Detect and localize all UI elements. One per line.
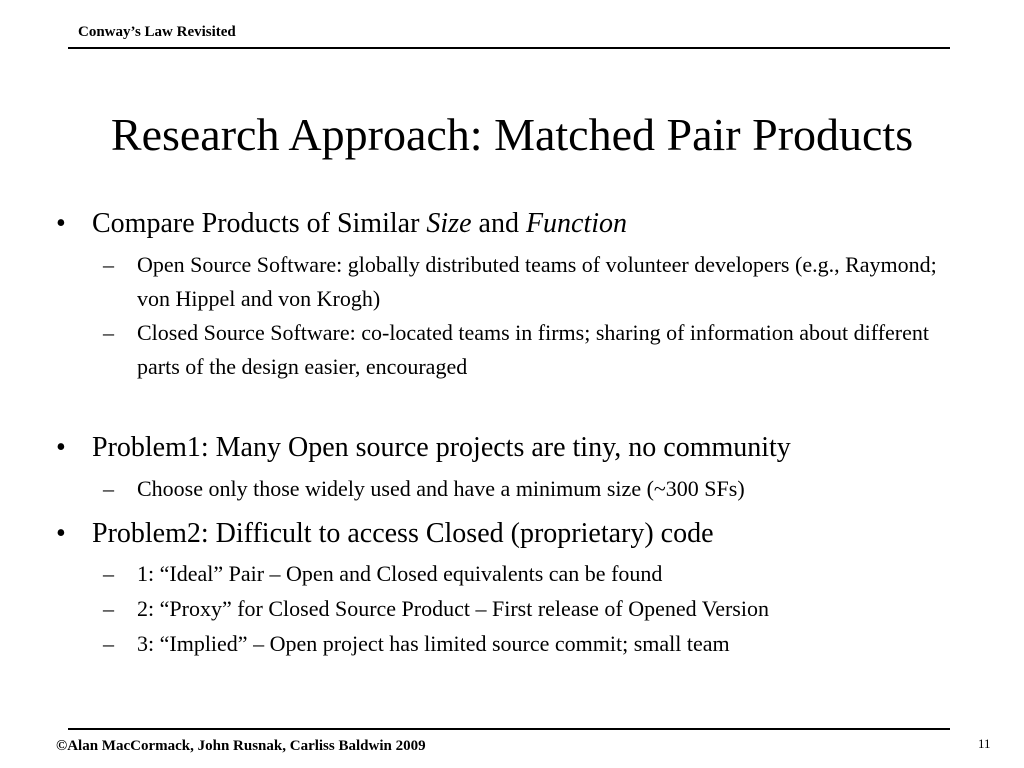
bullet-text-3: Problem2: Difficult to access Closed (proprietary) code (92, 518, 714, 549)
footer-credit: ©Alan MacCormack, John Rusnak, Carliss Baldwin 2009 (56, 738, 426, 754)
sub-bullet-text: Closed Source Software: co-located teams in firms; sharing of information about different parts of the design easier, encouraged (137, 320, 929, 379)
emphasis-size: Size (426, 208, 472, 239)
sub-bullet-text: 3: “Implied” – Open project has limited source commit; small team (137, 631, 730, 656)
sub-bullet-text: 2: “Proxy” for Closed Source Product – First release of Opened Version (137, 596, 769, 621)
sub-bullet-text: Open Source Software: globally distributed teams of volunteer developers (e.g., Raymond; von Hippel and von Krogh) (137, 252, 937, 311)
dash-marker: – (103, 252, 114, 277)
bullet-text-1: Compare Products of Similar Size and Function (92, 208, 628, 239)
bullet-marker: • (56, 432, 66, 463)
slide-title: Research Approach: Matched Pair Products (110, 109, 914, 160)
sub-bullet-text: 1: “Ideal” Pair – Open and Closed equivalents can be found (137, 561, 663, 586)
dash-marker: – (103, 320, 114, 345)
sub-bullet-text: Choose only those widely used and have a minimum size (~300 SFs) (137, 476, 745, 501)
page-number: 11 (978, 736, 991, 751)
dash-marker: – (103, 596, 114, 621)
header-divider (68, 47, 950, 49)
dash-marker: – (103, 476, 114, 501)
bullet-text-2: Problem1: Many Open source projects are tiny, no community (92, 432, 791, 463)
dash-marker: – (103, 631, 114, 656)
dash-marker: – (103, 561, 114, 586)
footer-divider (68, 728, 950, 730)
bullet-marker: • (56, 208, 66, 239)
emphasis-function: Function (525, 208, 628, 239)
header-title: Conway’s Law Revisited (78, 24, 236, 40)
bullet-marker: • (56, 518, 66, 549)
